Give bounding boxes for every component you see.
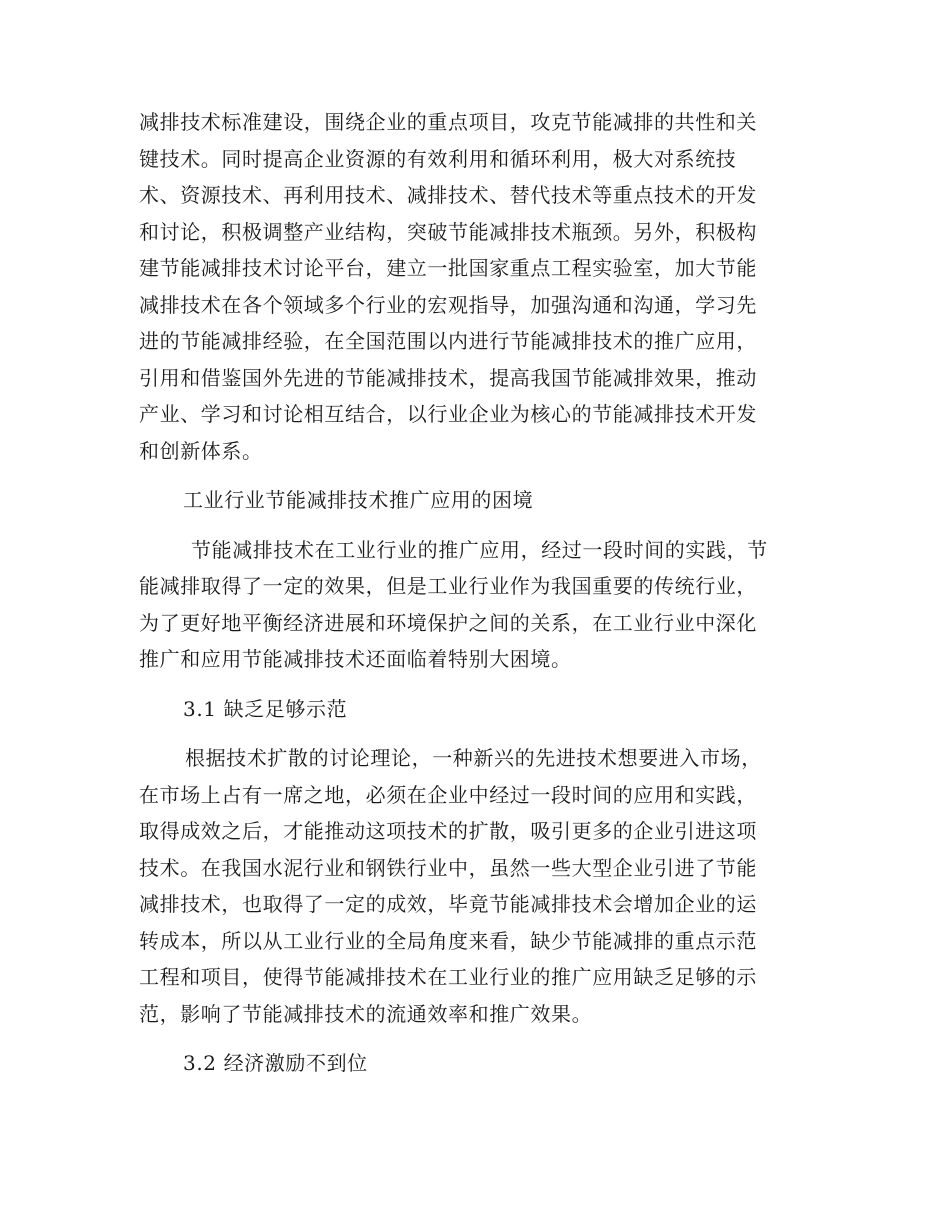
section-heading-dilemma: 工业行业节能减排技术推广应用的困境 [183,488,534,512]
text-line: 为了更好地平衡经济进展和环境保护之间的关系，在工业行业中深化 [139,610,757,635]
section-heading-3-1: 3.1 缺乏足够示范 [183,696,348,721]
text-line: 推广和应用节能减排技术还面临着特别大困境。 [139,647,572,671]
text-line: 转成本，所以从工业行业的全局角度来看，缺少节能减排的重点示范 [139,928,757,953]
paragraph-gap [139,1032,804,1045]
paragraph-gap [139,519,804,532]
paragraph-lack-of-demonstration [139,740,804,1032]
text-line: 和创新体系。 [139,438,263,463]
text-line: 节能减排技术在工业行业的推广应用，经过一段时间的实践，节 [191,537,768,562]
paragraph-standard-construction [139,104,804,469]
text-line: 建节能减排技术讨论平台，建立一批国家重点工程实验室，加大节能 [139,256,757,280]
paragraph-gap [139,678,804,691]
text-line: 减排技术，也取得了一定的成效，毕竟节能减排技术会增加企业的运 [139,892,757,916]
text-line: 和讨论，积极调整产业结构，突破节能减排技术瓶颈。另外，积极构 [139,219,757,244]
text-line: 引用和借鉴国外先进的节能减排技术，提高我国节能减排效果，推动 [139,365,757,390]
text-line: 在市场上占有一席之地，必须在企业中经过一段时间的应用和实践， [139,782,757,807]
text-line: 技术。在我国水泥行业和钢铁行业中，虽然一些大型企业引进了节能 [139,855,757,880]
text-line: 能减排取得了一定的效果，但是工业行业作为我国重要的传统行业， [139,574,757,598]
text-line: 进的节能减排经验，在全国范围以内进行节能减排技术的推广应用， [139,329,757,353]
text-line: 根据技术扩散的讨论理论，一种新兴的先进技术想要进入市场， [185,746,762,770]
text-line: 减排技术标准建设，围绕企业的重点项目，攻克节能减排的共性和关 [139,110,757,134]
section-heading-3-2: 3.2 经济激励不到位 [183,1051,368,1075]
text-line: 取得成效之后，才能推动这项技术的扩散，吸引更多的企业引进这项 [139,819,757,843]
text-line: 工程和项目，使得节能减排技术在工业行业的推广应用缺乏足够的示 [139,965,757,989]
paragraph-dilemma-intro [139,532,804,678]
text-line: 键技术。同时提高企业资源的有效利用和循环利用，极大对系统技 [139,146,737,171]
paragraph-gap [139,727,804,740]
document-body [139,104,804,1082]
text-line: 产业、学习和讨论相互结合，以行业企业为核心的节能减排技术开发 [139,402,757,426]
text-line: 术、资源技术、再利用技术、减排技术、替代技术等重点技术的开发 [139,183,757,207]
text-line: 减排技术在各个领域多个行业的宏观指导，加强沟通和沟通，学习先 [139,292,757,317]
paragraph-gap [139,469,804,482]
text-line: 范，影响了节能减排技术的流通效率和推广效果。 [139,1001,593,1026]
